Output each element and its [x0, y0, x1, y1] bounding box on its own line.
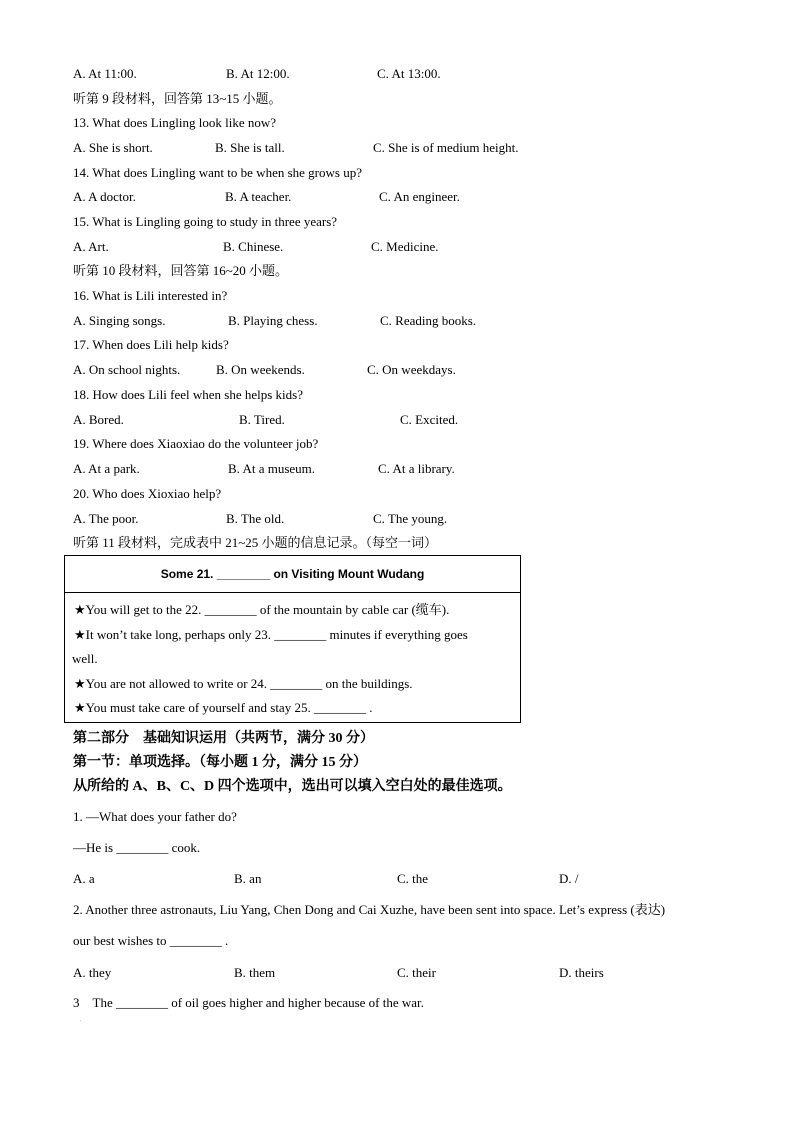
q19-option-a: A. At a park. — [73, 461, 140, 476]
section-9-instruction: 听第 9 段材料，回答第 13~15 小题。 — [73, 91, 282, 106]
q20-option-c: C. The young. — [373, 511, 448, 526]
p2-option-b: B. them — [234, 965, 276, 980]
p3-question: 3 The ________ of oil goes higher and higher because of the war. — [73, 995, 424, 1010]
q20-option-b: B. The old. — [226, 511, 285, 526]
p1-option-b: B. an — [234, 871, 262, 886]
p1-question: 1. —What does your father do? — [73, 809, 237, 824]
q13-stem: 13. What does Lingling look like now? — [73, 115, 277, 130]
q18-stem: 18. How does Lili feel when she helps kids? — [73, 387, 303, 402]
q13-option-a: A. She is short. — [73, 140, 153, 155]
q16-option-b: B. Playing chess. — [228, 313, 318, 328]
q19-stem: 19. Where does Xiaoxiao do the volunteer job? — [73, 436, 319, 451]
q14-option-c: C. An engineer. — [379, 189, 460, 204]
p2-question-cont: our best wishes to ________ . — [73, 933, 229, 948]
q19-option-b: B. At a museum. — [228, 461, 316, 476]
p1-option-d: D. / — [559, 871, 579, 886]
q18-option-c: C. Excited. — [400, 412, 459, 427]
info-line-23: ★It won’t take long, perhaps only 23. ________ minutes if everything goes — [74, 627, 468, 642]
q15-stem: 15. What is Lingling going to study in three years? — [73, 214, 338, 229]
section-10-instruction: 听第 10 段材料，回答第 16~20 小题。 — [73, 263, 289, 278]
q15-option-b: B. Chinese. — [223, 239, 284, 254]
q14-option-a: A. A doctor. — [73, 189, 136, 204]
p2-option-a: A. they — [73, 965, 112, 980]
p1-answer-line: —He is ________ cook. — [73, 840, 201, 855]
q14-option-b: B. A teacher. — [225, 189, 292, 204]
part2-section1-heading: 第一节：单项选择。（每小题 1 分，满分 15 分） — [73, 755, 367, 770]
part2-heading: 第二部分 基础知识运用（共两节，满分 30 分） — [73, 731, 374, 746]
info-line-23-cont: well. — [72, 651, 98, 666]
info-line-24: ★You are not allowed to write or 24. ________ on the buildings. — [74, 676, 413, 691]
q12-option-a: A. At 11:00. — [73, 66, 137, 81]
q12-option-b: B. At 12:00. — [226, 66, 290, 81]
p2-question: 2. Another three astronauts, Liu Yang, Chen Dong and Cai Xuzhe, have been sent into space. Let’s express (表达) — [73, 902, 666, 917]
q18-option-a: A. Bored. — [73, 412, 124, 427]
q16-option-c: C. Reading books. — [380, 313, 477, 328]
q14-stem: 14. What does Lingling want to be when she grows up? — [73, 165, 362, 180]
q19-option-c: C. At a library. — [378, 461, 455, 476]
p2-option-c: C. their — [397, 965, 436, 980]
q12-option-c: C. At 13:00. — [377, 66, 441, 81]
q17-option-a: A. On school nights. — [73, 362, 181, 377]
q20-option-a: A. The poor. — [73, 511, 139, 526]
q18-option-b: B. Tired. — [239, 412, 285, 427]
q17-option-c: C. On weekdays. — [367, 362, 456, 377]
info-line-22: ★You will get to the 22. ________ of the mountain by cable car (缆车). — [74, 602, 450, 617]
p1-option-a: A. a — [73, 871, 95, 886]
q20-stem: 20. Who does Xioxiao help? — [73, 486, 222, 501]
q17-stem: 17. When does Lili help kids? — [73, 337, 229, 352]
q16-stem: 16. What is Lili interested in? — [73, 288, 228, 303]
info-line-25: ★You must take care of yourself and stay 25. ________ . — [74, 700, 373, 715]
p1-option-c: C. the — [397, 871, 429, 886]
q13-option-b: B. She is tall. — [215, 140, 285, 155]
q15-option-c: C. Medicine. — [371, 239, 439, 254]
q15-option-a: A. Art. — [73, 239, 109, 254]
section-11-instruction: 听第 11 段材料，完成表中 21~25 小题的信息记录。（每空一词） — [73, 535, 438, 550]
q17-option-b: B. On weekends. — [216, 362, 305, 377]
q16-option-a: A. Singing songs. — [73, 313, 166, 328]
info-box-title: Some 21. ________ on Visiting Mount Wudang — [65, 556, 520, 593]
q13-option-c: C. She is of medium height. — [373, 140, 519, 155]
footer-dot: . — [80, 1017, 82, 1023]
p2-option-d: D. theirs — [559, 965, 604, 980]
info-record-box — [64, 555, 521, 723]
part2-instruction: 从所给的 A、B、C、D 四个选项中，选出可以填入空白处的最佳选项。 — [73, 779, 512, 794]
